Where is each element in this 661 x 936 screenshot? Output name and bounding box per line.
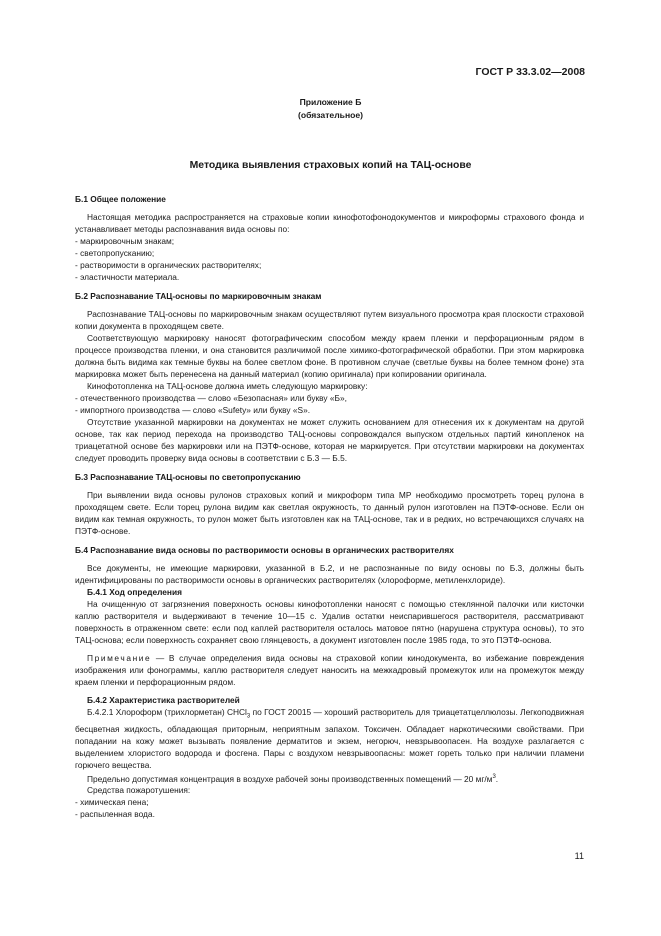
standard-number: ГОСТ Р 33.3.02—2008 bbox=[475, 66, 585, 78]
text-part: Предельно допустимая концентрация в воздухе рабочей зоны производственных помещений — 20 мг/м bbox=[87, 773, 493, 784]
list-item: - химическая пена; bbox=[75, 797, 149, 808]
section-heading: Б.2 Распознавание ТАЦ-основы по маркировочным знакам bbox=[75, 291, 322, 301]
paragraph: Отсутствие указанной маркировки на документах не может служить основанием для отнесения их к документам на другой основе, так как период перехода на производство ТАЦ-основы сопровождался выпуском отдельных партий кинопленок на триацетатной основе без маркировки или на ПЭТФ-основе, которая не маркируется. При отсутствии маркировки на документах следует проводить проверку вида основы в соответствии с Б.3 — Б.5. bbox=[75, 417, 584, 463]
subsection-heading: Б.4.2 Характеристика растворителей bbox=[87, 695, 240, 705]
text-part: . bbox=[495, 773, 499, 784]
list-item: - распыленная вода. bbox=[75, 809, 155, 820]
text-part: Б.4.2.1 Хлороформ (трихлорметан) CHCl bbox=[87, 707, 247, 717]
section-heading: Б.1 Общее положение bbox=[75, 194, 166, 204]
list-item: - маркировочным знакам; bbox=[75, 236, 175, 246]
paragraph: При выявлении вида основы рулонов страховых копий и микроформ типа МР необходимо просмотреть торец рулона в проходящем свете. Если торец рулона видим как светлая окружность, то данный рулон изготовлен на ПЭТФ-основе. Если он видим как темная окружность, то рулон может быть изготовлен как на ТАЦ-основе, так и в редких, но встречающихся случаях на ПЭТФ-основе. bbox=[75, 490, 584, 536]
text-part: по ГОСТ 20015 — хороший растворитель для триацетатцеллюлозы. Легкоподвижная бесцветная жидкость, обладающая приторным, неприятным запахом. Токсичен. Обладает наркотическими свойствами. При попадании на кожу может вызывать появление дерматитов и экзем, негорюч, невзрывоопасен. На воздухе разлагается с выделением хлористого водорода и фосгена. Пары с воздухом невзрывоопасны: может гореть только при наличии пламени горючего вещества. bbox=[75, 707, 584, 770]
list-item: - светопропусканию; bbox=[75, 248, 155, 258]
paragraph: Кинофотопленка на ТАЦ-основе должна иметь следующую маркировку: bbox=[87, 381, 368, 391]
section-heading: Б.4 Распознавание вида основы по растворимости основы в органических растворителях bbox=[75, 545, 454, 555]
paragraph: Распознавание ТАЦ-основы по маркировочным знакам осуществляют путем визуального просмотра края плоскости страховой копии документа в проходящем свете. bbox=[75, 309, 584, 331]
paragraph: Средства пожаротушения: bbox=[87, 785, 191, 796]
list-item: - растворимости в органических растворителях; bbox=[75, 260, 262, 270]
paragraph: Настоящая методика распространяется на страховые копии кинофотофонодокументов и микроформы страхового фонда и устанавливает методы распознавания вида основы по: bbox=[75, 212, 584, 234]
paragraph bbox=[75, 706, 584, 771]
paragraph bbox=[75, 771, 584, 785]
note-label: Примечание bbox=[87, 653, 152, 663]
superscript: 3 bbox=[492, 773, 496, 780]
subsection-heading: Б.4.1 Ход определения bbox=[87, 587, 182, 597]
note bbox=[75, 652, 584, 688]
list-item: - импортного производства — слово «Sufety» или букву «S». bbox=[75, 405, 311, 415]
page-number: 11 bbox=[574, 851, 584, 861]
list-item: - отечественного производства — слово «Безопасная» или букву «Б», bbox=[75, 393, 347, 403]
document-body bbox=[75, 193, 584, 820]
appendix-note: (обязательное) bbox=[297, 110, 364, 120]
note-text: — В случае определения вида основы на страховой копии кинодокумента, во избежание повреждения изображения или фонограммы, каплю растворителя следует наносить на межкадровый промежуток или на промежуток между краем пленки и перфорационным рядом. bbox=[75, 653, 584, 687]
paragraph: Все документы, не имеющие маркировки, указанной в Б.2, и не распознанные по виду основы по Б.3, должны быть идентифицированы по растворимости основы в органических растворителях (хлороформе, метиленхлориде). bbox=[75, 563, 584, 585]
list-item: - эластичности материала. bbox=[75, 272, 180, 282]
document-title: Методика выявления страховых копий на ТАЦ-основе bbox=[189, 160, 472, 171]
subscript: 3 bbox=[246, 713, 251, 720]
appendix-title: Приложение Б bbox=[299, 97, 362, 107]
section-heading: Б.3 Распознавание ТАЦ-основы по светопропусканию bbox=[75, 472, 301, 482]
paragraph: Соответствующую маркировку наносят фотографическим способом между краем пленки и перфорационным рядом в процессе производства пленки, и она становится различимой после химико-фотографической обработки. При этом маркировка должна быть видима как темные буквы на более светлом фоне. В противном случае (светлые буквы на более темном фоне) эта маркировка может быть перенесена на данный материал (копию оригинала) при копировании оригинала. bbox=[75, 333, 584, 379]
paragraph: На очищенную от загрязнения поверхность основы кинофотопленки наносят с помощью стеклянной палочки или кисточки каплю растворителя и выдерживают в течение 10—15 с. Удалив остатки неиспарившегося растворителя, рассматривают поверхность в отраженном свете: если под каплей растворителя осталось матовое пятно (нарушена структура основы), то это ТАЦ-основа; если поверхность сохраняет свою глянцевость, а документ изготовлен после 1985 года, то это ПЭТФ-основа. bbox=[75, 599, 584, 645]
